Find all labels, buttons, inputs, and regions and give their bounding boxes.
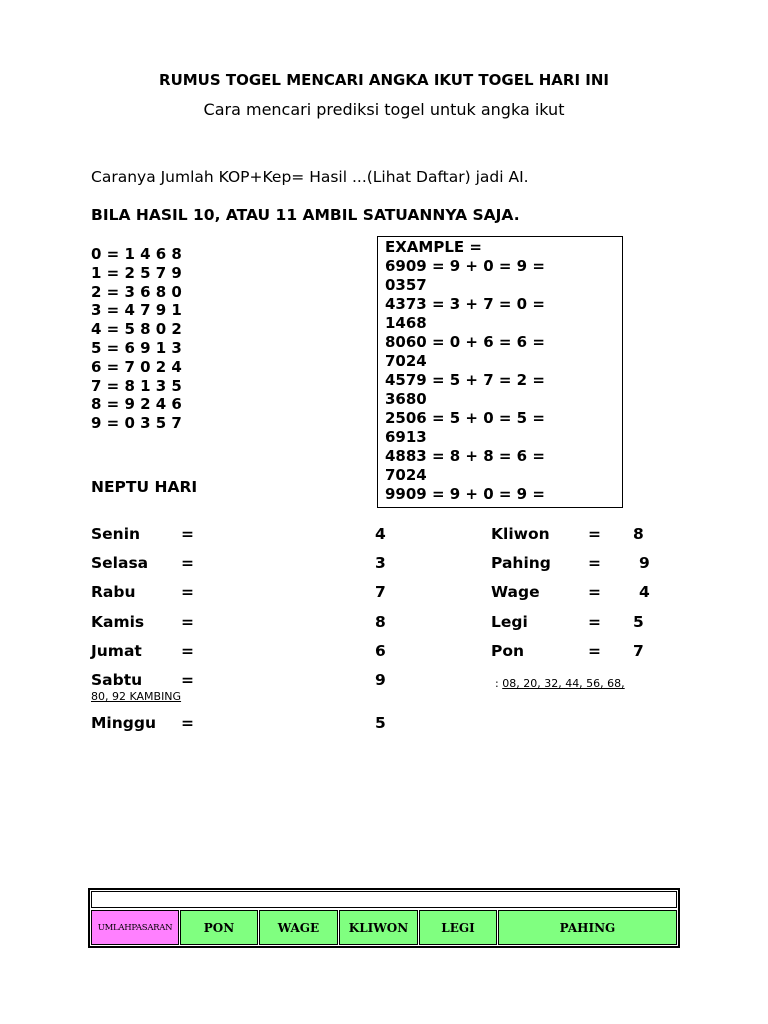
kambing-note-line2-text: 80, 92 KAMBING: [91, 690, 182, 703]
day-name: Kamis: [91, 613, 145, 631]
key-list-item: 0 = 1 4 6 8: [91, 245, 182, 263]
pasaran-value: 4: [639, 583, 650, 601]
example-line: 2506 = 5 + 0 = 5 =: [385, 409, 545, 427]
kambing-note-prefix: :: [495, 677, 499, 690]
kambing-note-numbers: 08, 20, 32, 44, 56, 68,: [502, 677, 625, 690]
key-list-item: 3 = 4 7 9 1: [91, 301, 182, 320]
key-list-item: 8 = 9 2 4 6: [91, 395, 182, 414]
day-value: 9: [375, 671, 386, 689]
table-cell-wage: WAGE: [259, 910, 338, 945]
key-list-item: 5 = 6 9 1 3: [91, 338, 182, 357]
day-eq: =: [181, 583, 194, 601]
day-eq: =: [181, 525, 194, 543]
day-value: 5: [375, 714, 386, 732]
pasaran-eq: =: [588, 583, 601, 601]
day-value: 7: [375, 583, 386, 601]
example-line: 4883 = 8 + 8 = 6 =: [385, 447, 545, 465]
example-line: 7024: [385, 466, 427, 484]
page-subtitle: Cara mencari prediksi togel untuk angka ikut: [203, 100, 565, 119]
day-name: Senin: [91, 525, 141, 543]
pasaran-table-header-row: [91, 891, 677, 908]
day-value: 6: [375, 642, 386, 660]
example-line: 8060 = 0 + 6 = 6 =: [385, 333, 545, 351]
pasaran-value: 8: [633, 525, 644, 543]
pasaran-eq: =: [588, 613, 601, 631]
table-cell-pon: PON: [180, 910, 258, 945]
day-name: Sabtu: [91, 671, 143, 689]
day-value: 3: [375, 554, 386, 572]
day-eq: =: [181, 671, 194, 689]
pasaran-value: 5: [633, 613, 644, 631]
day-eq: =: [181, 613, 194, 631]
example-line: 3680: [385, 390, 427, 408]
day-value: 4: [375, 525, 386, 543]
example-box: [377, 236, 623, 508]
day-eq: =: [181, 714, 194, 732]
pasaran-name: Pon: [491, 642, 525, 660]
pasaran-value: 7: [633, 642, 644, 660]
key-list-item: 7 = 8 1 3 5: [91, 376, 182, 395]
pasaran-eq: =: [588, 554, 601, 572]
day-name: Jumat: [91, 642, 142, 660]
example-line: EXAMPLE =: [385, 238, 482, 256]
key-list: [91, 245, 182, 433]
pasaran-name: Legi: [491, 613, 528, 631]
pasaran-value: 9: [639, 554, 650, 572]
table-cell-pahing: PAHING: [498, 910, 677, 945]
table-cell-legi: LEGI: [419, 910, 497, 945]
day-name: Minggu: [91, 714, 156, 732]
day-value: 8: [375, 613, 386, 631]
pasaran-name: Pahing: [491, 554, 551, 572]
example-line: 0357: [385, 276, 427, 294]
example-line: 4579 = 5 + 7 = 2 =: [385, 371, 545, 389]
key-list-item: 9 = 0 3 5 7: [91, 414, 182, 433]
pasaran-eq: =: [588, 525, 601, 543]
page-title: RUMUS TOGEL MENCARI ANGKA IKUT TOGEL HARI INI: [159, 71, 609, 89]
key-list-item: 4 = 5 8 0 2: [91, 320, 182, 339]
neptu-heading: NEPTU HARI: [91, 478, 198, 496]
day-name: Rabu: [91, 583, 136, 601]
instruction-line: Caranya Jumlah KOP+Kep= Hasil ...(Lihat Daftar) jadi AI.: [91, 168, 529, 186]
day-name: Selasa: [91, 554, 149, 572]
example-line: 7024: [385, 352, 427, 370]
table-cell-jumlah: UMLAHPASARAN: [91, 910, 179, 945]
example-line: 6913: [385, 428, 427, 446]
table-cell-kliwon: KLIWON: [339, 910, 418, 945]
key-list-item: 2 = 3 6 8 0: [91, 282, 182, 301]
example-line: 4373 = 3 + 7 = 0 =: [385, 295, 545, 313]
example-line: 6909 = 9 + 0 = 9 =: [385, 257, 545, 275]
example-line: 1468: [385, 314, 427, 332]
kambing-note: [495, 677, 625, 690]
example-line: 9909 = 9 + 0 = 9 =: [385, 485, 545, 503]
day-eq: =: [181, 554, 194, 572]
key-list-item: 6 = 7 0 2 4: [91, 357, 182, 376]
kambing-note-line2: [91, 690, 181, 703]
day-eq: =: [181, 642, 194, 660]
instruction-rule: BILA HASIL 10, ATAU 11 AMBIL SATUANNYA SAJA.: [91, 206, 520, 224]
pasaran-name: Wage: [491, 583, 540, 601]
pasaran-eq: =: [588, 642, 601, 660]
key-list-item: 1 = 2 5 7 9: [91, 263, 182, 282]
pasaran-name: Kliwon: [491, 525, 550, 543]
